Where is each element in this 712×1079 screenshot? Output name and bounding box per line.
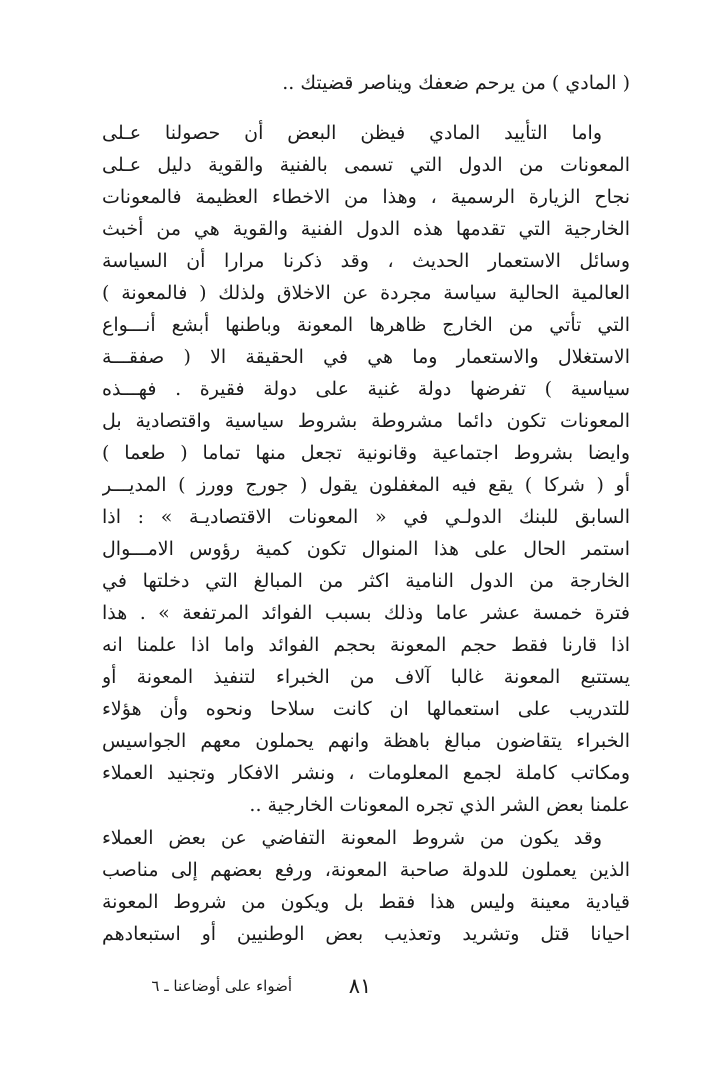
paragraph-1-line-13: السابق للبنك الدولـي في « المعونات الاقتصاديـة » : اذا bbox=[102, 506, 630, 528]
paragraph-1-line-21: ومكاتب كاملة لجمع المعلومات ، ونشر الافكار وتجنيد العملاء bbox=[102, 762, 630, 784]
paragraph-1-line-20: الخبراء يتقاضون مبالغ باهظة وانهم يحملون معهم الجواسيس bbox=[102, 730, 630, 752]
paragraph-2-line-1: وقد يكون من شروط المعونة التفاضي عن بعض العملاء bbox=[102, 827, 602, 849]
paragraph-1-line-22: علمنا بعض الشر الذي تجره المعونات الخارجية .. bbox=[249, 794, 630, 816]
paragraph-1-line-2: المعونات من الدول التي تسمى بالفنية والقوية دليل عـلى bbox=[102, 154, 630, 176]
paragraph-1-line-17: اذا قارنا فقط حجم المعونة بحجم الفوائد واما اذا علمنا انه bbox=[102, 634, 630, 656]
paragraph-1-line-16: فترة خمسة عشر عاما وذلك بسبب الفوائد المرتفعة » . هذا bbox=[102, 602, 630, 624]
paragraph-1-line-3: نجاح الزيارة الرسمية ، وهذا من الاخطاء العظيمة فالمعونات bbox=[102, 186, 630, 208]
paragraph-1-line-6: العالمية الحالية سياسة مجردة عن الاخلاق ولذلك ( فالمعونة ) bbox=[102, 282, 630, 304]
page-number: ٨١ bbox=[348, 974, 372, 998]
paragraph-2-line-2: الذين يعملون للدولة صاحبة المعونة، ورفع بعضهم إلى مناصب bbox=[102, 859, 630, 881]
paragraph-2-line-3: قيادية معينة وليس هذا فقط بل ويكون من شروط المعونة bbox=[102, 891, 630, 913]
paragraph-1-line-4: الخارجية التي تقدمها هذه الدول الفنية والقوية هي من أخبث bbox=[102, 218, 630, 240]
paragraph-1-line-19: للتدريب على استعمالها ان كانت سلاحا ونحوه وأن هؤلاء bbox=[102, 698, 630, 720]
book-title-footer: أضواء على أوضاعنا ـ ٦ bbox=[151, 977, 292, 995]
paragraph-2-line-4: احيانا قتل وتشريد وتعذيب بعض الوطنيين أو استبعادهم bbox=[102, 923, 630, 945]
paragraph-1-line-8: الاستغلال والاستعمار وما هي في الحقيقة الا ( صفقـــة bbox=[102, 346, 630, 368]
paragraph-1-line-7: التي تأتي من الخارج ظاهرها المعونة وباطنها أبشع أنـــواع bbox=[102, 314, 630, 336]
paragraph-1-line-18: يستتبع المعونة غالبا آلاف من الخبراء لتنفيذ المعونة أو bbox=[102, 666, 630, 688]
text-line-1: ( المادي ) من يرحم ضعفك ويناصر قضيتك .. bbox=[282, 72, 630, 94]
paragraph-1-line-1: واما التأييد المادي فيظن البعض أن حصولنا عـلى bbox=[102, 122, 602, 144]
paragraph-1-line-15: الخارجة من الدول النامية اكثر من المبالغ التي دخلتها في bbox=[102, 570, 630, 592]
paragraph-1-line-9: سياسية ) تفرضها دولة غنية على دولة فقيرة . فهـــذه bbox=[102, 378, 630, 400]
paragraph-1-line-12: أو ( شركا ) يقع فيه المغفلون يقول ( جورج وورز ) المديـــر bbox=[102, 474, 630, 496]
paragraph-1-line-10: المعونات تكون دائما مشروطة بشروط سياسية واقتصادية بل bbox=[102, 410, 630, 432]
paragraph-1-line-5: وسائل الاستعمار الحديث ، وقد ذكرنا مرارا أن السياسة bbox=[102, 250, 630, 272]
paragraph-1-line-14: استمر الحال على هذا المنوال تكون كمية رؤوس الامـــوال bbox=[102, 538, 630, 560]
paragraph-1-line-11: وايضا بشروط اجتماعية وقانونية تجعل منها تماما ( طعما ) bbox=[102, 442, 630, 464]
